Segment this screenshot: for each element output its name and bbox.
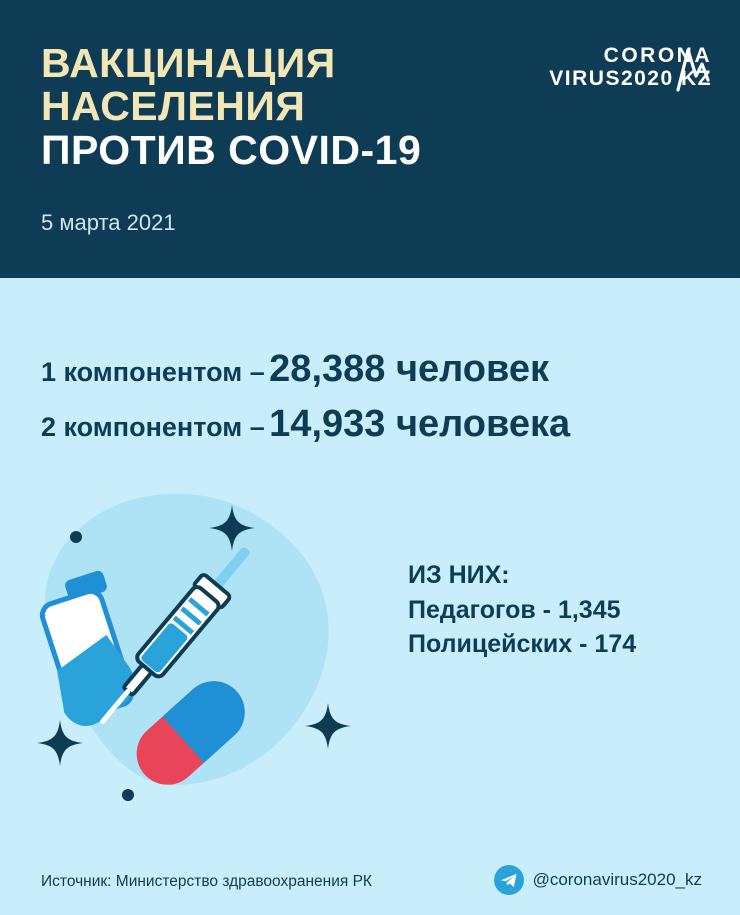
brand-logo <box>522 44 712 90</box>
social-handle-text[interactable]: @coronavirus2020_kz <box>532 870 702 889</box>
stat-row <box>41 403 701 446</box>
page-title <box>41 42 561 172</box>
stat-label: 2 компонентом – <box>41 412 265 442</box>
publication-date: 5 марта 2021 <box>41 210 176 235</box>
breakdown-line-teachers: Педагогов - 1,345 <box>408 595 621 624</box>
title-line-3: ПРОТИВ COVID-19 <box>41 126 422 173</box>
breakdown-block <box>408 558 728 662</box>
heartbeat-pulse-icon <box>676 46 710 92</box>
stat-value: 14,933 человека <box>269 403 571 445</box>
poster-header <box>0 0 740 278</box>
social-handle-group[interactable] <box>494 865 702 895</box>
source-note: Источник: Министерство здравоохранения РК <box>41 873 372 890</box>
title-line-1: ВАКЦИНАЦИЯ <box>41 40 336 86</box>
breakdown-line-police: Полицейских - 174 <box>408 630 637 658</box>
vaccination-illustration <box>8 455 388 835</box>
telegram-icon[interactable] <box>494 865 524 895</box>
stat-row <box>41 348 701 391</box>
stat-value: 28,388 человек <box>269 348 550 390</box>
breakdown-heading: ИЗ НИХ: <box>408 561 510 589</box>
logo-line-2: VIRUS2020 KZ <box>549 67 712 91</box>
stat-label: 1 компонентом – <box>41 357 265 387</box>
title-line-2: НАСЕЛЕНИЯ <box>41 83 306 130</box>
logo-line-1: CORONA <box>603 44 712 67</box>
stats-block <box>41 348 701 458</box>
